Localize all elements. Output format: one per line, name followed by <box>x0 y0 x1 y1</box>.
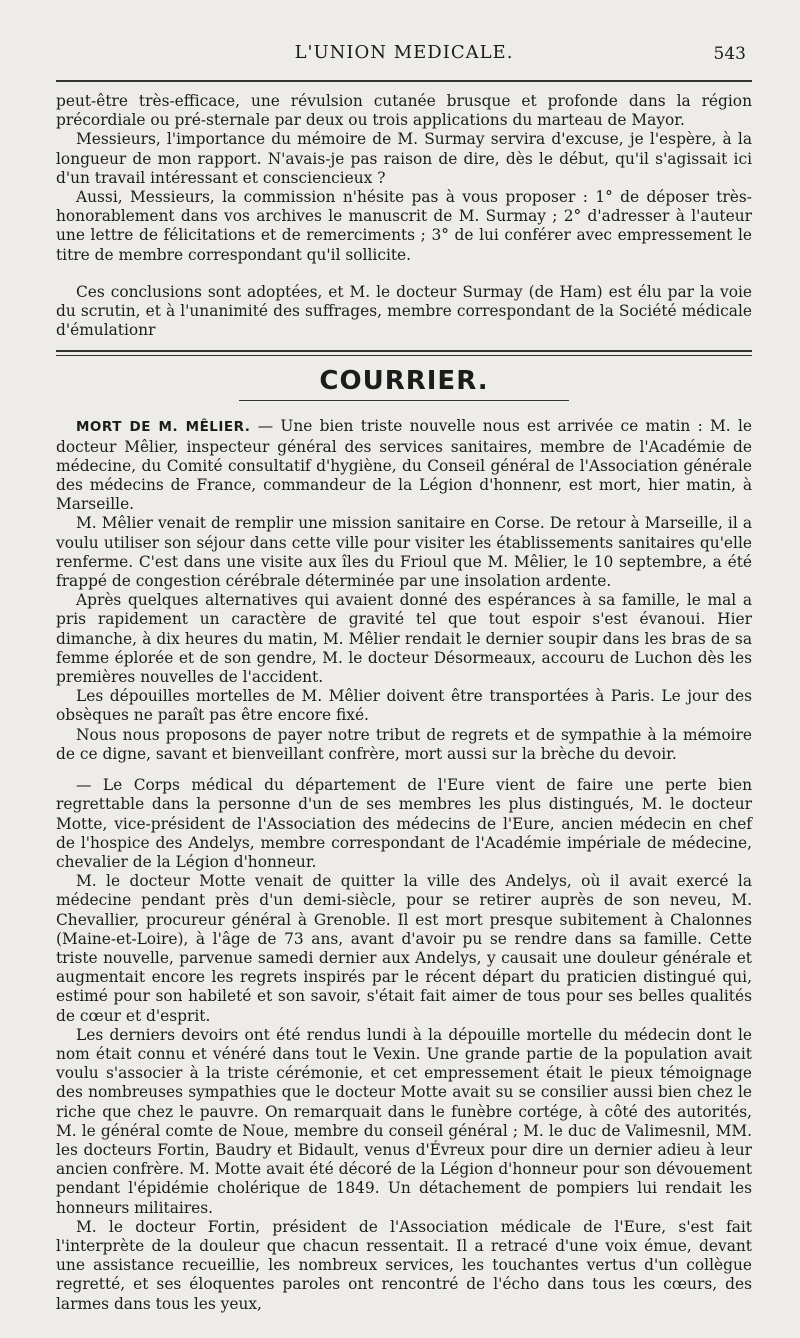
section-title: COURRIER. <box>319 366 489 397</box>
intro-paragraph-1: peut-être très-efficace, une révulsion cutanée brusque et profonde dans la région précordiale ou pré-sternale par deux ou trois applications du marteau de Mayor. <box>56 92 752 130</box>
melier-paragraph-2: M. Mêlier venait de remplir une mission sanitaire en Corse. De retour à Marseille, il a voulu utiliser son séjour dans cette ville pour visiter les établissements sanitaires qu'elle renferme. C'est dans une visite aux îles du Frioul que M. Mêlier, le 10 septembre, a été frappé de congestion cérébrale déterminée par une insolation ardente. <box>56 514 752 591</box>
melier-lead: MORT DE M. MÊLIER. <box>76 419 251 436</box>
section-divider <box>56 350 752 356</box>
melier-paragraph-1 <box>56 417 752 514</box>
intro-paragraph-3: Aussi, Messieurs, la commission n'hésite pas à vous proposer : 1° de déposer très-honorablement dans vos archives le manuscrit de M. Surmay ; 2° d'adresser à l'auteur une lettre de félicitations et de remerciments ; 3° de lui conférer avec empressement le titre de membre correspondant qu'il sollicite. <box>56 188 752 264</box>
melier-paragraph-3: Après quelques alternatives qui avaient donné des espérances à sa famille, le mal a pris rapidement un caractère de gravité tel que tout espoir s'est évanoui. Hier dimanche, à dix heures du matin, M. Mêlier rendait le dernier soupir dans les bras de sa femme éplorée et de son gendre, M. le docteur Désormeaux, accouru de Luchon dès les premières nouvelles de l'accident. <box>56 591 752 687</box>
motte-paragraph-1: — Le Corps médical du département de l'Eure vient de faire une perte bien regrettable dans la personne d'un de ses membres les plus distingués, M. le docteur Motte, vice-président de l'Association des médecins de l'Eure, ancien médecin en chef de l'hospice des Andelys, membre correspondant de l'Académie impériale de médecine, chevalier de la Légion d'honneur. <box>56 776 752 871</box>
page-header <box>56 38 752 72</box>
running-title: L'UNION MEDICALE. <box>294 42 514 63</box>
melier-first-text: — Une bien triste nouvelle nous est arrivée ce matin : M. le docteur Mêlier, inspecteur général des services sanitaires, membre de l'Académie de médecine, du Comité consultatif d'hygiène, du Conseil général de l'Association générale des médecins de France, commandeur de la Légion d'honnenr, est mort, hier matin, à Marseille. <box>56 417 752 514</box>
motte-paragraph-4: M. le docteur Fortin, président de l'Association médicale de l'Eure, s'est fait l'interprète de la douleur que chacun ressentait. Il a retracé d'une voix émue, devant une assistance recueillie, les nombreux services, les touchantes vertus d'un collègue regretté, et ses éloquentes paroles ont rencontré de l'écho dans tous les cœurs, des larmes dans tous les yeux, <box>56 1217 752 1313</box>
motte-paragraph-2: M. le docteur Motte venait de quitter la ville des Andelys, où il avait exercé la médecine pendant près d'un demi-siècle, pour se retirer auprès de son neveu, M. Chevallier, procureur général à Grenoble. Il est mort presque subitement à Chalonnes (Maine-et-Loire), à l'âge de 73 ans, avant d'avoir pu se rendre dans sa famille. Cette triste nouvelle, parvenue samedi dernier aux Andelys, y causait une douleur générale et augmentait encore les regrets inspirés par le récent départ du praticien distingué qui, estimé pour son habileté et son savoir, s'était fait aimer de tous pour ses belles qualités de cœur et d'esprit. <box>56 872 752 1025</box>
conclusion-paragraph: Ces conclusions sont adoptées, et M. le docteur Surmay (de Ham) est élu par la voie du scrutin, et à l'unanimité des suffrages, membre correspondant de la Société médicale d'émulationr <box>56 282 752 340</box>
header-rule <box>56 80 752 82</box>
page-number: 543 <box>713 44 746 64</box>
motte-paragraph-3: Les derniers devoirs ont été rendus lundi à la dépouille mortelle du médecin dont le nom était connu et vénéré dans tout le Vexin. Une grande partie de la population avait voulu s'associer à la triste cérémonie, et cet empressement était le pieux témoignage des nombreuses sympathies que le docteur Motte avait su se consilier aussi bien chez le riche que chez le pauvre. On remarquait dans le funèbre cortége, à côté des autorités, M. le général comte de Noue, membre du conseil général ; M. le duc de Valimesnil, MM. les docteurs Fortin, Baudry et Bidault, venus d'Évreux pour dire un dernier adieu à leur ancien confrère. M. Motte avait été décoré de la Légion d'honneur pour son dévouement pendant l'épidémie cholérique de 1849. Un détachement de pompiers lui rendait les honneurs militaires. <box>56 1025 752 1217</box>
intro-paragraph-2: Messieurs, l'importance du mémoire de M. Surmay servira d'excuse, je l'espère, à la longueur de mon rapport. N'avais-je pas raison de dire, dès le début, qu'il s'agissait ici d'un travail intéressant et consciencieux ? <box>56 130 752 187</box>
melier-paragraph-5: Nous nous proposons de payer notre tribut de regrets et de sympathie à la mémoire de ce digne, savant et bienveillant confrère, mort aussi sur la brèche du devoir. <box>56 725 752 763</box>
melier-paragraph-4: Les dépouilles mortelles de M. Mêlier doivent être transportées à Paris. Le jour des obsèques ne paraît pas être encore fixé. <box>56 687 752 725</box>
title-underline <box>239 400 569 401</box>
